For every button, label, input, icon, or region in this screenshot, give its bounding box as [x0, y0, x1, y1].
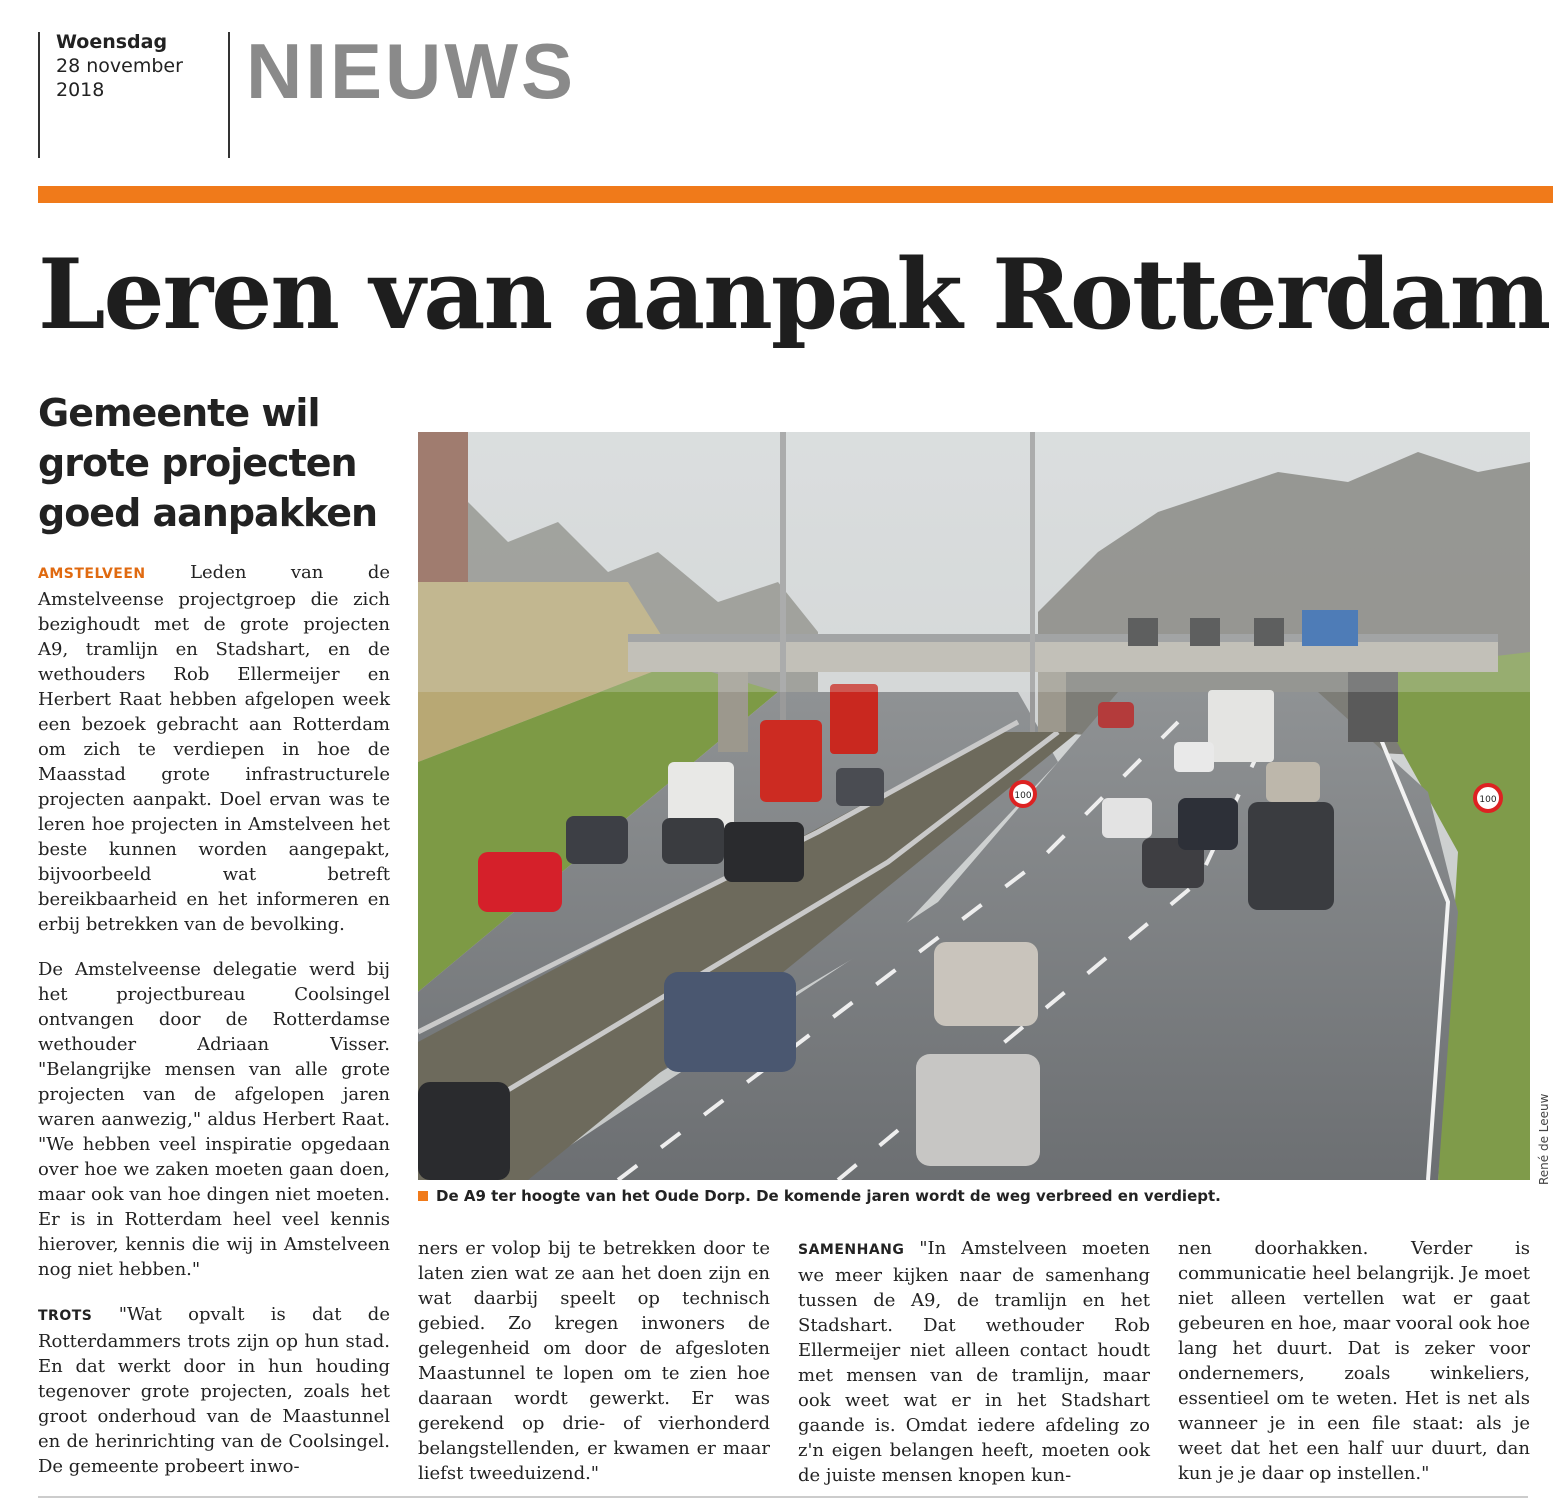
photo-speed-sign-text: 100: [1479, 795, 1497, 805]
paragraph-3: [38, 1302, 390, 1479]
issue-date-line2: 2018: [56, 79, 105, 101]
photo-credit: René de Leeuw: [1537, 1093, 1551, 1185]
issue-day: Woensdag: [56, 31, 168, 53]
paragraph-6: nen doorhakken. Verder is communicatie heel belangrijk. Je moet niet alleen vertellen wat er gaat gebeuren en hoe, maar vooral ook hoe lang het duurt. Dat is zeker voor ondernemers, zoals winkeliers, essentieel om te weten. Het is net als wanneer je in een file staat: als je weet dat het een half uur duurt, dan kun je je daar op instellen.": [1178, 1238, 1531, 1484]
photo-car: [664, 972, 796, 1072]
paragraph-5: [798, 1236, 1150, 1488]
caption-bullet-icon: [418, 1191, 428, 1201]
paragraph-2: De Amstelveense delegatie werd bij het projectbureau Coolsingel ontvangen door de Rotterdamse wethouder Adriaan Visser. "Belangrijke mensen van alle grote projecten van de afgelopen jaren waren aanwezig," aldus Herbert Raat. "We hebben veel inspiratie opgedaan over hoe we zaken moeten gaan doen, maar ook van hoe dingen niet moeten. Er is in Rotterdam heel veel kennis hierover, kennis die wij in Amstelveen nog niet hebben.": [38, 959, 390, 1280]
paragraph-5-text: "In Amstelveen moeten we meer kijken naar de samenhang tussen de A9, de tramlijn en het Stadshart. Dat wethouder Rob Ellermeijer niet alleen contact houdt met mensen van de tramlijn, maar ook weet wat er in het Stadshart gaande is. Omdat iedere afdeling zo z'n eigen belangen heeft, moeten ook de juiste mensen knopen kun-: [798, 1238, 1150, 1486]
issue-date: [56, 30, 183, 102]
dateline-kicker: AMSTELVEEN: [38, 566, 146, 582]
masthead-left-rule: [38, 32, 40, 158]
photo-car: [916, 1054, 1040, 1166]
section-accent-bar: [38, 186, 1553, 203]
photo-car: [662, 818, 724, 864]
article-subhead: Gemeente wil grote projecten goed aanpakken: [38, 391, 378, 535]
photo-car: [566, 816, 628, 864]
highway-photo: [418, 432, 1530, 1180]
photo-car: [1102, 798, 1152, 838]
photo-car: [1266, 762, 1320, 802]
photo-car: [1174, 742, 1214, 772]
article-column-2: [418, 1236, 770, 1506]
photo-bus: [760, 720, 822, 802]
article-column-1: [38, 560, 390, 1499]
photo-caption: [418, 1187, 1221, 1205]
photo-truck: [830, 684, 878, 754]
paragraph-1-text: Leden van de Amstelveense projectgroep die zich bezighoudt met de grote projecten A9, tramlijn en Stadshart, en de wethouders Rob Ellermeijer en Herbert Raat hebben afgelopen week een bezoek gebracht aan Rotterdam om zich te verdiepen in hoe de Maasstad grote infrastructurele projecten aanpakt. Doel ervan was te leren hoe projecten in Amstelveen het beste kunnen worden aangepakt, bijvoorbeeld wat betreft bereikbaarheid en het informeren en erbij betrekken van de bevolking.: [38, 562, 390, 935]
article-headline: Leren van aanpak Rotterdam: [38, 238, 1550, 351]
photo-car: [934, 942, 1038, 1026]
photo-car: [1178, 798, 1238, 850]
paragraph-3-text: "Wat opvalt is dat de Rotterdammers trots zijn op hun stad. En dat werkt door in hun houding tegenover grote projecten, zoals het groot onderhoud van de Maastunnel en de herinrichting van de Coolsingel. De gemeente probeert inwo-: [38, 1304, 390, 1477]
photo-car: [418, 1082, 510, 1180]
kicker-trots: TROTS: [38, 1308, 93, 1324]
photo-car: [836, 768, 884, 806]
issue-date-line1: 28 november: [56, 55, 183, 77]
page-bottom-rule: [38, 1496, 1528, 1498]
section-title: NIEUWS: [246, 27, 576, 115]
photo-car: [478, 852, 562, 912]
article-column-3: [798, 1236, 1150, 1508]
paragraph-4: ners er volop bij te betrekken door te laten zien wat ze aan het doen zijn en wat daarbij speelt op technisch gebied. Zo kregen inwoners de gelegenheid om door de afgesloten Maastunnel te lopen om te zien hoe daaraan wordt gewerkt. Er was gerekend op drie- of vierhonderd belangstellenden, er kwamen er maar liefst tweeduizend.": [418, 1238, 770, 1484]
photo-truck-white: [1208, 690, 1274, 762]
kicker-samenhang: SAMENHANG: [798, 1242, 905, 1258]
photo-car: [1098, 702, 1134, 728]
photo-car: [724, 822, 804, 882]
photo-caption-text: De A9 ter hoogte van het Oude Dorp. De komende jaren wordt de weg verbreed en verdiept.: [436, 1187, 1221, 1205]
article-column-4: [1178, 1236, 1530, 1506]
photo-haze: [418, 432, 1530, 692]
photo-car: [1248, 802, 1334, 910]
photo-speed-sign-text: 100: [1014, 791, 1032, 801]
masthead-divider: [228, 32, 230, 158]
paragraph-1: [38, 560, 390, 937]
